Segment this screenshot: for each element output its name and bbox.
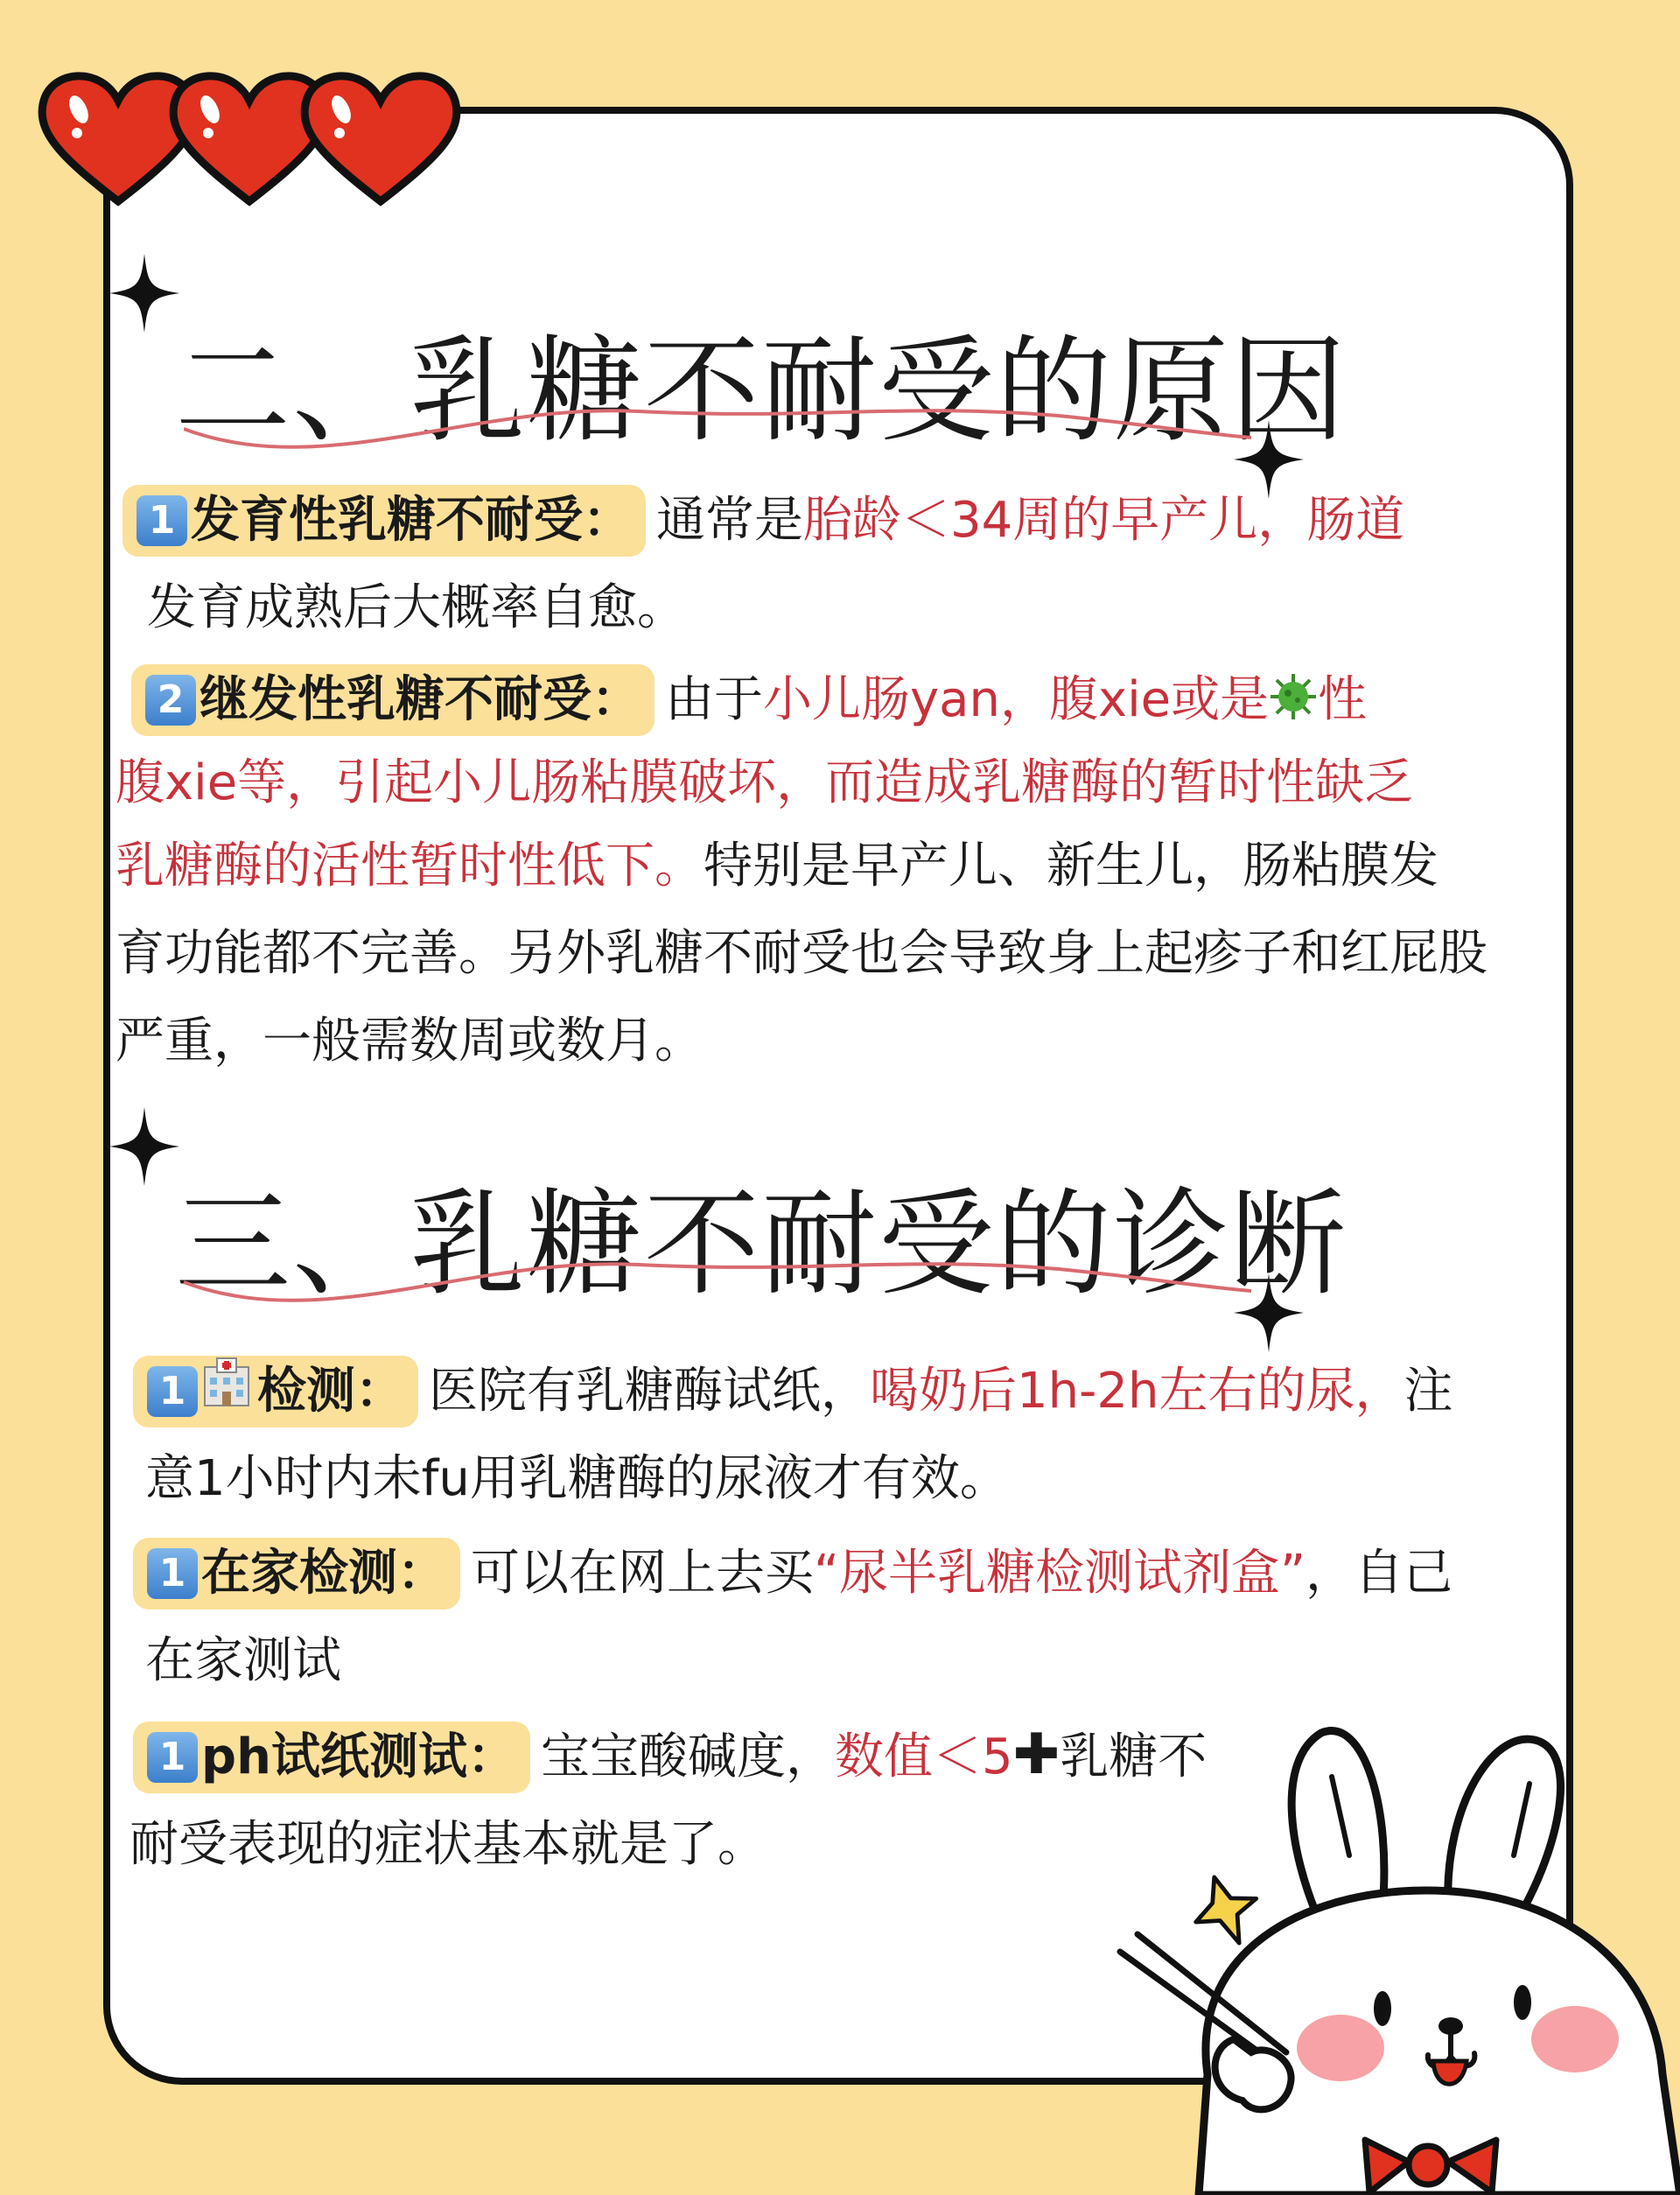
body-text: ，自己	[1306, 1545, 1453, 1602]
number-badge: 1	[147, 1366, 198, 1417]
number-badge: 1	[147, 1548, 198, 1599]
body-text: 由于	[665, 671, 763, 728]
item-tag	[133, 1538, 460, 1609]
sparkle-icon	[109, 1107, 179, 1186]
hospital-icon	[201, 1357, 252, 1407]
body-text: 特别是早产儿、新生儿，肠粘膜发	[704, 838, 1438, 894]
highlight-text: 喝奶后1h-2h左右的尿，	[870, 1363, 1404, 1420]
number-badge: 1	[147, 1732, 198, 1783]
body-text: 注	[1404, 1363, 1453, 1420]
tag-label: 在家检测：	[201, 1545, 446, 1602]
highlight-text: 小儿肠yan，腹xie或是	[763, 671, 1270, 728]
heart-icon	[42, 76, 194, 201]
body-text: 发育成熟后大概率自愈。	[147, 579, 686, 636]
section-2-paragraph-1	[122, 477, 1575, 652]
section-3-paragraph-1	[122, 1348, 1575, 1523]
germ-icon	[1269, 672, 1318, 721]
heart-icon	[173, 76, 326, 201]
body-text: 意1小时内未fu用乳糖酶的尿液才有效。	[145, 1450, 1009, 1507]
highlight-text: “尿半乳糖检测试剂盒”	[814, 1545, 1306, 1602]
body-text: 耐受表现的症状基本就是了。	[130, 1816, 766, 1873]
number-badge: 1	[136, 495, 187, 546]
section-3-heading: 三、乳糖不耐受的诊断	[175, 1177, 1348, 1312]
tag-label: 继发性乳糖不耐受：	[200, 671, 640, 728]
heading-underline-wave	[184, 1238, 1251, 1317]
highlight-text: 乳糖酶的活性暂时性低下。	[116, 838, 704, 894]
body-text: 通常是	[656, 492, 803, 549]
item-tag	[122, 485, 646, 557]
body-text: 宝宝酸碱度，	[540, 1729, 835, 1785]
body-text: 在家测试	[145, 1632, 341, 1689]
item-tag	[133, 1356, 418, 1427]
heart-icon	[304, 76, 457, 201]
highlight-text: 胎龄＜34周的早产儿，肠道	[803, 492, 1405, 549]
body-text: 医院有乳糖酶试纸，	[429, 1363, 870, 1420]
section-2-paragraph-2	[116, 656, 1575, 1085]
plus-icon: ✚	[1012, 1722, 1060, 1787]
body-text: 育功能都不完善。另外乳糖不耐受也会导致身上起疹子和红屁股	[116, 925, 1488, 982]
body-text: 严重，一般需数周或数月。	[116, 1013, 704, 1069]
heading-underline-wave	[184, 385, 1251, 464]
tag-label: 发育性乳糖不耐受：	[191, 492, 632, 549]
section-3-paragraph-2	[122, 1530, 1575, 1705]
highlight-text: 性	[1318, 671, 1368, 728]
bunny-mascot-illustration	[1102, 1707, 1680, 2195]
section-2-heading: 二、乳糖不耐受的原因	[175, 324, 1348, 459]
sparkle-icon	[109, 254, 179, 333]
number-badge: 2	[145, 675, 196, 726]
body-text: 乳糖不	[1060, 1729, 1208, 1785]
item-tag	[131, 664, 654, 736]
hearts-decoration	[26, 53, 481, 228]
highlight-text: 腹xie等，引起小儿肠粘膜破坏，而造成乳糖酶的暂时性缺乏	[116, 754, 1414, 811]
tag-label: 检测：	[257, 1363, 404, 1420]
item-tag	[133, 1722, 530, 1793]
body-text: 可以在网上去买	[471, 1545, 814, 1602]
tag-label: ph试纸测试：	[201, 1729, 516, 1785]
highlight-text: 数值＜5	[834, 1729, 1013, 1785]
